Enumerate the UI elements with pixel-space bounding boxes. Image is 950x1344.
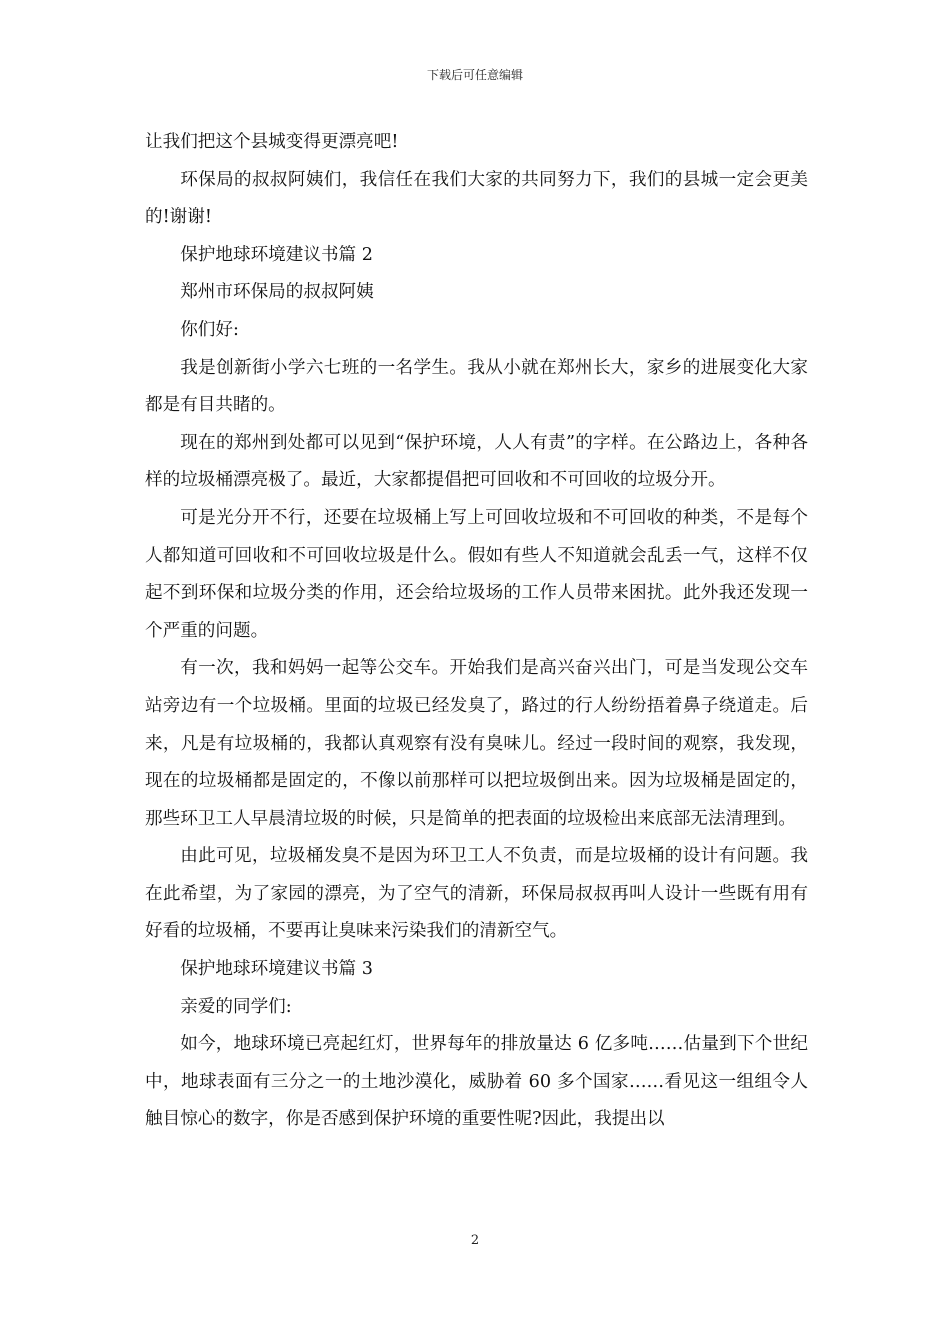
paragraph: 如今，地球环境已亮起红灯，世界每年的排放量达 6 亿多吨……估量到下个世纪中，地球表面有三分之一的土地沙漠化，威胁着 60 多个国家……看见这一组组令人触目惊心的数字，你是否感到保护环境的重要性呢?因此，我提出以 [145,1034,808,1130]
document-body [145,124,808,1139]
paragraph: 有一次，我和妈妈一起等公交车。开始我们是高兴奋兴出门，可是当发现公交车站旁边有一个垃圾桶。里面的垃圾已经发臭了，路过的行人纷纷捂着鼻子绕道走。后来，凡是有垃圾桶的，我都认真观察有没有臭味儿。经过一段时间的观察，我发现，现在的垃圾桶都是固定的，不像以前那样可以把垃圾倒出来。因为垃圾桶是固定的，那些环卫工人早晨清垃圾的时候，只是简单的把表面的垃圾检出来底部无法清理到。 [145,658,808,829]
paragraph: 环保局的叔叔阿姨们，我信任在我们大家的共同努力下，我们的县城一定会更美的!谢谢! [145,169,808,228]
paragraph: 我是创新街小学六七班的一名学生。我从小就在郑州长大，家乡的进展变化大家都是有目共睹的。 [145,357,808,416]
page-header: 下载后可任意编辑 [426,68,523,82]
salutation: 亲爱的同学们: [180,996,292,1017]
page-number: 2 [470,1233,480,1248]
paragraph: 可是光分开不行，还要在垃圾桶上写上可回收垃圾和不可回收的种类，不是每个人都知道可回收和不可回收垃圾是什么。假如有些人不知道就会乱丢一气，这样不仅起不到环保和垃圾分类的作用，还会给垃圾场的工作人员带来困扰。此外我还发现一个严重的问题。 [145,507,808,641]
section-heading: 保护地球环境建议书篇 3 [180,959,373,980]
paragraph: 由此可见，垃圾桶发臭不是因为环卫工人不负责，而是垃圾桶的设计有问题。我在此希望，为了家园的漂亮，为了空气的清新，环保局叔叔再叫人设计一些既有用有好看的垃圾桶，不要再让臭味来污染我们的清新空气。 [145,846,808,942]
salutation: 郑州市环保局的叔叔阿姨 [180,282,374,303]
paragraph: 让我们把这个县城变得更漂亮吧! [145,132,399,152]
paragraph: 现在的郑州到处都可以见到“保护环境，人人有责”的字样。在公路边上，各种各样的垃圾桶漂亮极了。最近，大家都提倡把可回收和不可回收的垃圾分开。 [145,432,808,491]
section-heading: 保护地球环境建议书篇 2 [180,244,373,265]
greeting: 你们好: [180,319,239,340]
